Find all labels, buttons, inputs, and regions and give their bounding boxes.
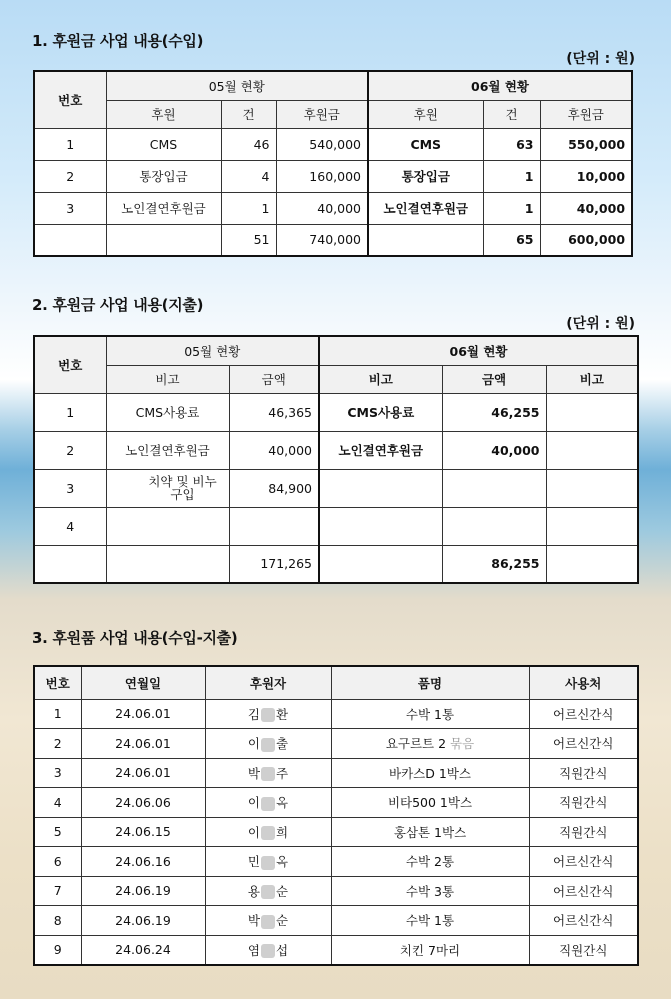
header-may: 05월 현황 bbox=[106, 71, 368, 100]
header-jun-count: 건 bbox=[483, 100, 540, 128]
header-jun-remark: 비고 bbox=[546, 365, 638, 393]
section2-title: 2. 후원금 사업 내용(지출) bbox=[32, 296, 204, 314]
date-cell: 24.06.19 bbox=[81, 906, 205, 936]
total-jun-count: 65 bbox=[483, 224, 540, 256]
section1-unit: (단위 : 원) bbox=[566, 51, 635, 67]
item-cell bbox=[331, 788, 529, 818]
donor-first: 염 bbox=[247, 942, 260, 958]
table-row bbox=[34, 935, 638, 965]
header-jun: 06월 현황 bbox=[319, 336, 638, 365]
table-row bbox=[34, 817, 638, 847]
cell bbox=[546, 393, 638, 431]
redaction-mark bbox=[261, 767, 275, 781]
cell bbox=[34, 224, 106, 256]
cell bbox=[319, 469, 442, 507]
donor-first: 박 bbox=[247, 765, 260, 781]
cell: 치약 및 비누구입 bbox=[106, 469, 229, 507]
item-cell bbox=[331, 935, 529, 965]
redaction-mark bbox=[261, 915, 275, 929]
use-cell: 직원간식 bbox=[529, 935, 638, 965]
cell: CMS bbox=[368, 128, 483, 160]
donor-last: 희 bbox=[276, 824, 289, 840]
donor-first: 김 bbox=[247, 706, 260, 722]
donor-first: 박 bbox=[247, 913, 260, 929]
cell: 46 bbox=[221, 128, 276, 160]
cell: 노인결연후원금 bbox=[319, 431, 442, 469]
date-cell: 24.06.16 bbox=[81, 847, 205, 877]
section2-unit: (단위 : 원) bbox=[566, 316, 635, 332]
row-no: 1 bbox=[34, 128, 106, 160]
cell: 노인결연후원금 bbox=[106, 431, 229, 469]
redaction-mark bbox=[261, 826, 275, 840]
total-may-amount: 171,265 bbox=[229, 545, 319, 583]
item-name: 홍삼톤 1박스 bbox=[393, 824, 467, 840]
cell: 550,000 bbox=[540, 128, 632, 160]
cell: CMS사용료 bbox=[106, 393, 229, 431]
cell bbox=[546, 469, 638, 507]
use-cell: 어르신간식 bbox=[529, 906, 638, 936]
cell: 4 bbox=[221, 160, 276, 192]
table-row bbox=[34, 847, 638, 877]
use-cell: 직원간식 bbox=[529, 788, 638, 818]
item-name: 수박 3통 bbox=[405, 883, 455, 899]
table-row bbox=[34, 699, 638, 729]
donor-cell bbox=[205, 729, 331, 759]
donor-cell bbox=[205, 876, 331, 906]
item-name: 수박 2통 bbox=[405, 854, 455, 870]
header-may-count: 건 bbox=[221, 100, 276, 128]
donor-last: 출 bbox=[276, 736, 289, 752]
table-row bbox=[34, 507, 638, 545]
cell: 통장입금 bbox=[368, 160, 483, 192]
row-no: 4 bbox=[34, 507, 106, 545]
table-row bbox=[34, 906, 638, 936]
row-no: 9 bbox=[34, 935, 81, 965]
expense-table bbox=[33, 335, 639, 584]
item-name: 수박 1통 bbox=[405, 913, 455, 929]
header-use: 사용처 bbox=[529, 666, 638, 699]
table-row bbox=[34, 192, 632, 224]
row-no: 1 bbox=[34, 699, 81, 729]
table-row bbox=[34, 729, 638, 759]
use-cell: 어르신간식 bbox=[529, 729, 638, 759]
donor-cell bbox=[205, 935, 331, 965]
item-name: 요구르트 2 bbox=[385, 736, 447, 752]
donor-first: 이 bbox=[247, 795, 260, 811]
donor-cell bbox=[205, 906, 331, 936]
cell: 160,000 bbox=[276, 160, 368, 192]
donor-first: 용 bbox=[247, 883, 260, 899]
item-cell bbox=[331, 817, 529, 847]
donor-last: 옥 bbox=[276, 854, 289, 870]
total-may-amount: 740,000 bbox=[276, 224, 368, 256]
donor-last: 섭 bbox=[276, 942, 289, 958]
header-jun-amount: 후원금 bbox=[540, 100, 632, 128]
donor-first: 민 bbox=[247, 854, 260, 870]
donor-first: 이 bbox=[247, 736, 260, 752]
cell bbox=[319, 545, 442, 583]
redaction-mark bbox=[261, 944, 275, 958]
date-cell: 24.06.19 bbox=[81, 876, 205, 906]
cell: 노인결연후원금 bbox=[368, 192, 483, 224]
cell bbox=[546, 431, 638, 469]
row-no: 1 bbox=[34, 393, 106, 431]
donor-first: 이 bbox=[247, 824, 260, 840]
cell: CMS사용료 bbox=[319, 393, 442, 431]
item-cell bbox=[331, 876, 529, 906]
item-name: 바카스D 1박스 bbox=[389, 765, 471, 781]
donor-cell bbox=[205, 847, 331, 877]
cell: 63 bbox=[483, 128, 540, 160]
cell: 1 bbox=[483, 160, 540, 192]
table-row bbox=[34, 431, 638, 469]
cell: 40,000 bbox=[229, 431, 319, 469]
item-cell bbox=[331, 847, 529, 877]
row-no: 2 bbox=[34, 729, 81, 759]
row-no: 2 bbox=[34, 431, 106, 469]
cell bbox=[442, 469, 546, 507]
header-no: 번호 bbox=[34, 666, 81, 699]
total-row bbox=[34, 224, 632, 256]
table-row bbox=[34, 758, 638, 788]
cell bbox=[106, 545, 229, 583]
header-no: 번호 bbox=[34, 71, 106, 128]
total-jun-amount: 600,000 bbox=[540, 224, 632, 256]
item-extra: 묶음 bbox=[450, 736, 475, 752]
cell: 46,365 bbox=[229, 393, 319, 431]
row-no: 2 bbox=[34, 160, 106, 192]
redaction-mark bbox=[261, 738, 275, 752]
total-row bbox=[34, 545, 638, 583]
donor-cell bbox=[205, 788, 331, 818]
item-name: 수박 1통 bbox=[405, 706, 455, 722]
table-row bbox=[34, 788, 638, 818]
header-may-amount: 금액 bbox=[229, 365, 319, 393]
row-no: 7 bbox=[34, 876, 81, 906]
table-row bbox=[34, 393, 638, 431]
cell bbox=[106, 507, 229, 545]
cell: 노인결연후원금 bbox=[106, 192, 221, 224]
table-row bbox=[34, 469, 638, 507]
cell: 통장입금 bbox=[106, 160, 221, 192]
donor-cell bbox=[205, 817, 331, 847]
header-donor: 후원자 bbox=[205, 666, 331, 699]
item-cell bbox=[331, 906, 529, 936]
date-cell: 24.06.01 bbox=[81, 699, 205, 729]
header-jun-amount: 금액 bbox=[442, 365, 546, 393]
redaction-mark bbox=[261, 708, 275, 722]
item-cell bbox=[331, 729, 529, 759]
header-jun-note: 비고 bbox=[319, 365, 442, 393]
cell: 40,000 bbox=[442, 431, 546, 469]
cell: 46,255 bbox=[442, 393, 546, 431]
donor-last: 순 bbox=[276, 883, 289, 899]
use-cell: 어르신간식 bbox=[529, 876, 638, 906]
cell bbox=[442, 507, 546, 545]
table-row bbox=[34, 876, 638, 906]
donor-last: 환 bbox=[276, 706, 289, 722]
use-cell: 직원간식 bbox=[529, 817, 638, 847]
section3-title: 3. 후원품 사업 내용(수입-지출) bbox=[32, 629, 238, 647]
date-cell: 24.06.15 bbox=[81, 817, 205, 847]
donor-last: 순 bbox=[276, 913, 289, 929]
donor-cell bbox=[205, 758, 331, 788]
row-no: 8 bbox=[34, 906, 81, 936]
row-no: 4 bbox=[34, 788, 81, 818]
item-cell bbox=[331, 699, 529, 729]
item-name: 비타500 1박스 bbox=[387, 795, 473, 811]
date-cell: 24.06.01 bbox=[81, 729, 205, 759]
date-cell: 24.06.24 bbox=[81, 935, 205, 965]
total-jun-amount: 86,255 bbox=[442, 545, 546, 583]
header-may-sponsor: 후원 bbox=[106, 100, 221, 128]
redaction-mark bbox=[261, 797, 275, 811]
header-jun: 06월 현황 bbox=[368, 71, 632, 100]
header-may-note: 비고 bbox=[106, 365, 229, 393]
goods-table bbox=[33, 665, 639, 966]
row-no: 6 bbox=[34, 847, 81, 877]
row-no: 5 bbox=[34, 817, 81, 847]
donor-last: 주 bbox=[276, 765, 289, 781]
cell: 40,000 bbox=[540, 192, 632, 224]
cell: 1 bbox=[221, 192, 276, 224]
row-no: 3 bbox=[34, 758, 81, 788]
cell: 84,900 bbox=[229, 469, 319, 507]
cell: 1 bbox=[483, 192, 540, 224]
header-date: 연월일 bbox=[81, 666, 205, 699]
date-cell: 24.06.06 bbox=[81, 788, 205, 818]
cell: 10,000 bbox=[540, 160, 632, 192]
cell bbox=[34, 545, 106, 583]
cell bbox=[368, 224, 483, 256]
header-jun-sponsor: 후원 bbox=[368, 100, 483, 128]
cell bbox=[546, 545, 638, 583]
table-row bbox=[34, 160, 632, 192]
item-name: 치킨 7마리 bbox=[399, 942, 461, 958]
cell: 540,000 bbox=[276, 128, 368, 160]
use-cell: 어르신간식 bbox=[529, 699, 638, 729]
cell: CMS bbox=[106, 128, 221, 160]
header-may-amount: 후원금 bbox=[276, 100, 368, 128]
use-cell: 어르신간식 bbox=[529, 847, 638, 877]
header-may: 05월 현황 bbox=[106, 336, 319, 365]
section1-title: 1. 후원금 사업 내용(수입) bbox=[32, 32, 204, 50]
date-cell: 24.06.01 bbox=[81, 758, 205, 788]
donor-last: 옥 bbox=[276, 795, 289, 811]
item-cell bbox=[331, 758, 529, 788]
redaction-mark bbox=[261, 856, 275, 870]
header-no: 번호 bbox=[34, 336, 106, 393]
cell bbox=[229, 507, 319, 545]
row-no: 3 bbox=[34, 469, 106, 507]
income-table bbox=[33, 70, 633, 257]
cell bbox=[546, 507, 638, 545]
cell bbox=[319, 507, 442, 545]
row-no: 3 bbox=[34, 192, 106, 224]
cell: 40,000 bbox=[276, 192, 368, 224]
header-item: 품명 bbox=[331, 666, 529, 699]
cell bbox=[106, 224, 221, 256]
donor-cell bbox=[205, 699, 331, 729]
use-cell: 직원간식 bbox=[529, 758, 638, 788]
redaction-mark bbox=[261, 885, 275, 899]
table-row bbox=[34, 128, 632, 160]
total-may-count: 51 bbox=[221, 224, 276, 256]
